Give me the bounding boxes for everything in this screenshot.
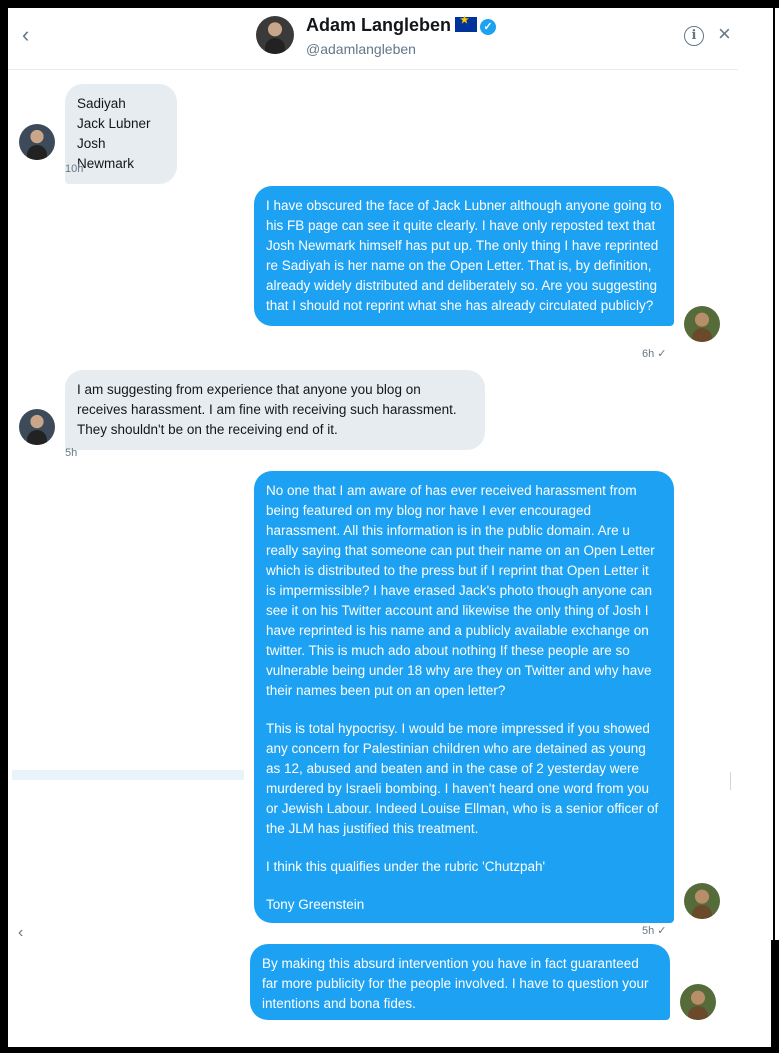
read-check-icon: ✓ xyxy=(657,348,667,360)
verified-badge-icon: ✓ xyxy=(480,19,496,35)
close-button[interactable]: × xyxy=(718,21,731,46)
eu-flag-icon xyxy=(455,17,477,32)
message-text: By making this absurd intervention you have in fact guaranteed far more publicity for the people involved. I have to question your intentions and bona fides. xyxy=(262,956,649,1011)
message-time: 6h xyxy=(642,348,655,360)
message-text: Tony Greenstein xyxy=(266,897,365,912)
message-timestamp: 5h xyxy=(65,447,78,459)
conversation-header xyxy=(8,8,738,70)
contact-name[interactable] xyxy=(306,15,496,36)
message-line: Jack Lubner xyxy=(77,116,151,131)
message-text: This is total hypocrisy. I would be more impressed if you showed any concern for Palestinian children who are detained as young as 12, abused and beaten and in the case of 2 yesterday were murdered by Israeli bombing. I haven't heard one word from you or Jewish Labour. Indeed Louise Ellman, who is a senior officer of the JLM has justified this treatment. xyxy=(266,721,659,836)
message-text: I have obscured the face of Jack Lubner although anyone going to his FB page can see it quite clearly. I have only reposted text that Josh Newmark himself has put up. The only thing I have reprinted re Sadiyah is her name on the Open Letter. That is, by definition, already widely distributed and deliberately so. Are you suggesting that I should not reprint what she has already circulated publicly? xyxy=(266,198,662,313)
message-text: No one that I am aware of has ever received harassment from being featured on my blog nor have I ever encouraged harassment. All this information is in the public domain. Are u really saying that someone can put their name on an Open Letter which is distributed to the press but if I reprint that Open Letter it is impermissible? I have erased Jack's photo though anyone can see it on his Twitter account and likewise the only thing of Josh I have reprinted is his name and a publicly available exchange on twitter. This is much ado about nothing If these people are so vulnerable being under 18 why are they on Twitter and why have their names been put on an open letter? xyxy=(266,483,655,698)
message-line: Sadiyah xyxy=(77,96,126,111)
avatar[interactable] xyxy=(256,16,294,54)
message-timestamp xyxy=(642,347,666,360)
frame-border-top xyxy=(0,0,779,8)
message-timestamp: 10h xyxy=(65,163,84,175)
message-line: Josh Newmark xyxy=(77,136,135,171)
message-bubble-outgoing[interactable] xyxy=(254,471,674,923)
chevron-left-icon[interactable]: ‹ xyxy=(18,924,24,941)
frame-border-bottom xyxy=(0,1047,779,1053)
scroll-highlight xyxy=(12,770,244,780)
frame-border-right-lower xyxy=(771,940,779,1053)
avatar[interactable] xyxy=(684,306,720,342)
avatar[interactable] xyxy=(684,883,720,919)
message-bubble-outgoing[interactable] xyxy=(254,186,674,326)
message-text: I am suggesting from experience that anyone you blog on receives harassment. I am fine with receiving such harassment. They shouldn't be on the receiving end of it. xyxy=(77,382,457,437)
contact-name-text[interactable]: Adam Langleben xyxy=(306,15,452,35)
frame-border-right xyxy=(773,8,775,940)
read-check-icon: ✓ xyxy=(657,925,667,937)
info-button[interactable]: i xyxy=(684,26,704,46)
message-timestamp xyxy=(642,924,666,937)
message-time: 5h xyxy=(642,925,655,937)
message-bubble-outgoing[interactable] xyxy=(250,944,670,1020)
avatar[interactable] xyxy=(680,984,716,1020)
contact-handle: @adamlangleben xyxy=(306,41,416,57)
message-bubble-incoming[interactable] xyxy=(65,370,485,450)
scrollbar[interactable] xyxy=(730,772,734,790)
frame-border-left xyxy=(0,0,8,1053)
back-button[interactable]: ‹ xyxy=(22,22,30,47)
avatar[interactable] xyxy=(19,409,55,445)
message-text: I think this qualifies under the rubric 'Chutzpah' xyxy=(266,859,546,874)
avatar[interactable] xyxy=(19,124,55,160)
